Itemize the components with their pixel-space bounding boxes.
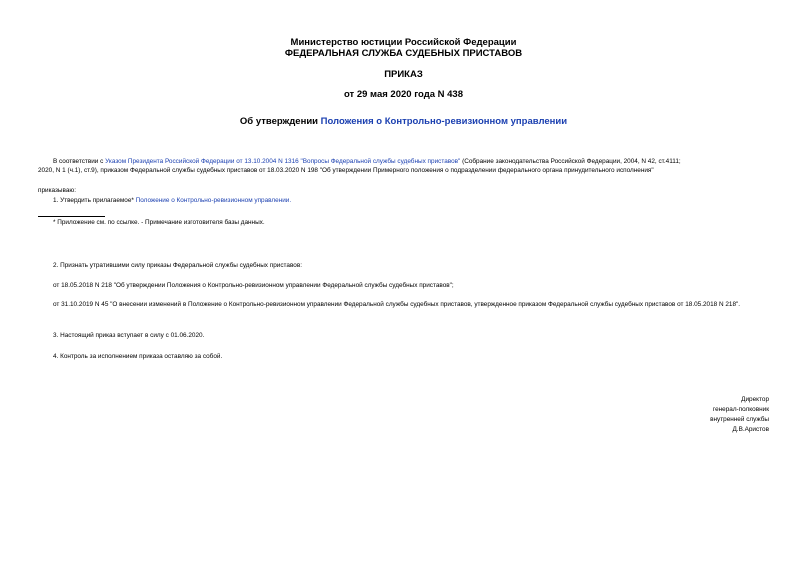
signature-rank-1: генерал-полковник [712,406,769,413]
item-1-text: 1. Утвердить прилагаемое* [53,197,136,204]
item-3: 3. Настоящий приказ вступает в силу с 01.06.2020. [53,332,205,339]
preamble-line-1 [53,157,681,166]
document-title [0,116,807,127]
signature-name: Д.В.Аристов [732,426,769,433]
item-2-a: от 18.05.2018 N 218 "Об утверждении Положения о Контрольно-ревизионном управлении Федеральной службы судебных приставов"; [53,282,454,289]
document-type: ПРИКАЗ [384,69,423,80]
footnote: * Приложение см. по ссылке. - Примечание изготовителя базы данных. [53,219,265,226]
item-1 [53,196,291,205]
signature-position: Директор [741,396,769,403]
signature-rank-2: внутренней службы [710,416,769,423]
title-prefix: Об утверждении [239,116,321,127]
item-2-b: от 31.10.2019 N 45 "О внесении изменений в Положение о Контрольно-ревизионном управлении Федеральной службы судебных приставов, утвержденное приказом Федеральной службы судебных приставов от 18.05.2018 N 218". [53,301,741,308]
item-4: 4. Контроль за исполнением приказа оставляю за собой. [53,353,223,360]
decree-link[interactable]: Указом Президента Российской Федерации от 13.10.2004 N 1316 "Вопросы Федеральной службы судебных приставов" [105,158,461,165]
regulation-link[interactable]: Положение о Контрольно-ревизионном управлении. [135,197,292,204]
footnote-separator [38,216,105,217]
ministry-name: Министерство юстиции Российской Федерации [290,37,517,48]
document-date: от 29 мая 2020 года N 438 [343,89,464,100]
service-name: ФЕДЕРАЛЬНАЯ СЛУЖБА СУДЕБНЫХ ПРИСТАВОВ [284,48,523,59]
title-link[interactable]: Положения о Контрольно-ревизионном управлении [320,116,568,127]
preamble-rest: (Собрание законодательства Российской Федерации, 2004, N 42, ст.4111; [460,158,681,165]
order-word: приказываю: [38,187,76,194]
preamble-start: В соответствии с [53,158,106,165]
preamble-line-2: 2020, N 1 (ч.1), ст.9), приказом Федеральной службы судебных приставов от 18.03.2020 N 198 "Об утверждении Примерного положения о подразделении федерального органа принудительного исполнения" [38,167,654,174]
item-2: 2. Признать утратившими силу приказы Федеральной службы судебных приставов: [53,262,303,269]
